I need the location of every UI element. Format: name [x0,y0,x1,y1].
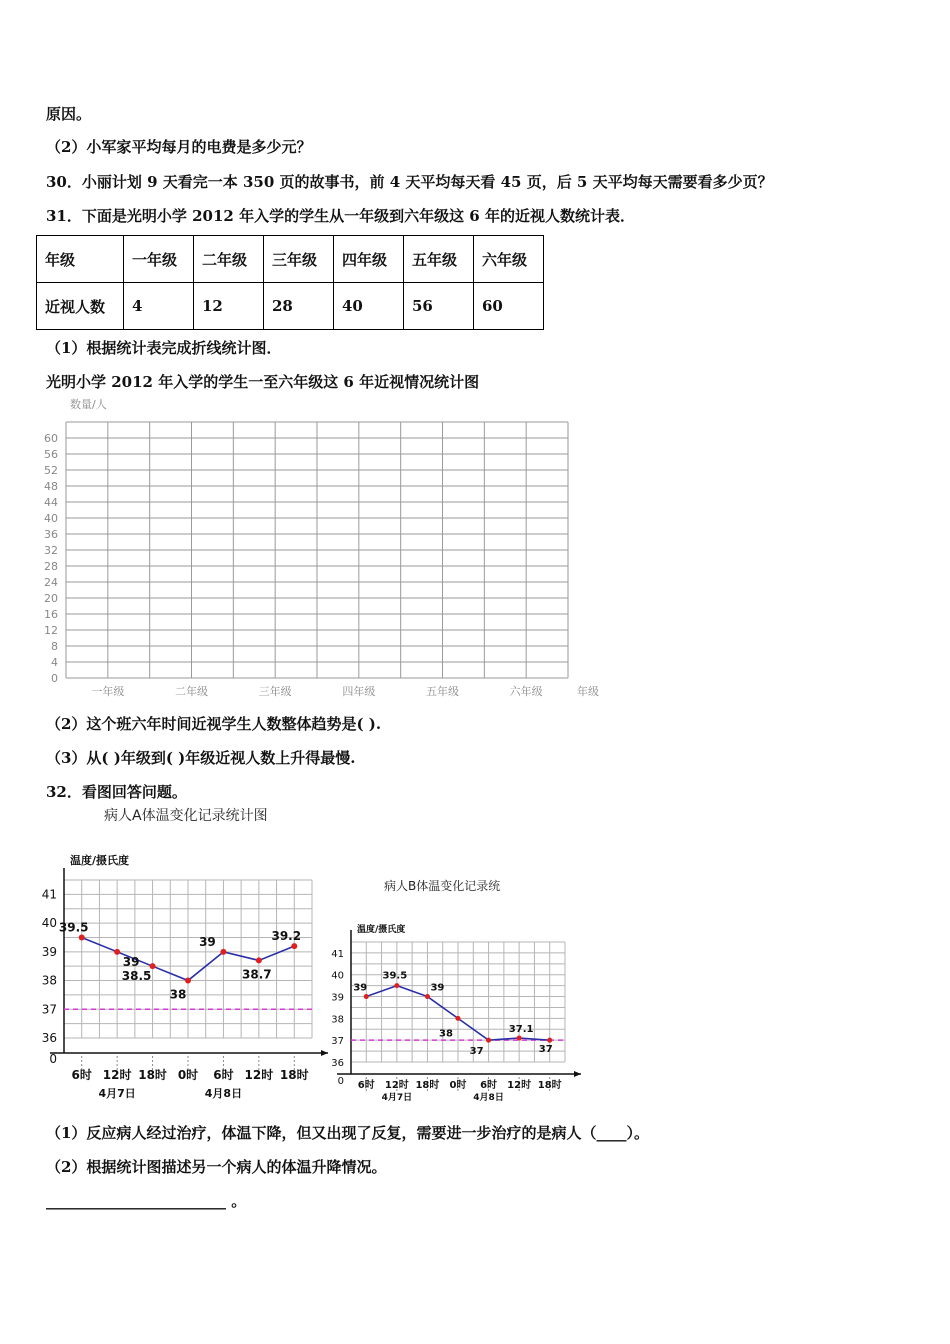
data-point [517,1036,522,1041]
question-31-3: （3）从( )年级到( )年级近视人数上升得最慢. [46,749,356,767]
x-tick-label: 三年级 [258,685,292,698]
y-tick-label: 8 [51,640,58,653]
y-tick-label: 24 [44,576,58,589]
data-label: 38 [439,1028,453,1040]
x-tick-label: 一年级 [91,685,125,698]
question-32-1: （1）反应病人经过治疗，体温下降，但又出现了反复，需要进一步治疗的是病人（____）。 [46,1124,649,1142]
y-tick-label: 52 [44,464,58,477]
y-tick-label: 0 [337,1076,344,1087]
question-31: 31．下面是光明小学 2012 年入学的学生从一年级到六年级这 6 年的近视人数统计表． [46,207,635,225]
table-cell: 四年级 [334,236,404,283]
y-tick-label: 16 [44,608,58,621]
patient-b-temperature-chart [326,872,591,1102]
y-tick-label: 0 [51,672,58,685]
data-label: 39 [353,982,368,994]
table-cell: 12 [194,283,264,330]
y-tick-label: 40 [331,970,344,982]
y-tick-label: 37 [41,1002,57,1017]
data-label: 37.1 [508,1024,534,1035]
table-cell: 28 [264,283,334,330]
x-tick-label: 五年级 [426,685,459,698]
data-point [547,1038,552,1043]
x-tick-label: 12时 [384,1080,409,1091]
y-axis-label: 温度/摄氏度 [357,925,406,935]
text-reason: 原因。 [46,105,92,123]
y-tick-label: 37 [331,1036,344,1048]
table-row [37,283,544,330]
question-2-electricity: （2）小军家平均每月的电费是多少元？ [46,138,312,156]
chart-title: 病人A体温变化记录统计图 [104,808,268,824]
y-tick-label: 60 [44,432,58,445]
y-tick-label: 38 [331,1014,344,1026]
data-point [79,934,85,940]
data-label: 37 [469,1046,484,1058]
y-tick-label: 40 [41,916,57,931]
table-cell: 60 [474,283,544,330]
x-tick-label: 0时 [449,1080,467,1091]
y-tick-label: 41 [41,887,57,902]
data-label: 39 [430,982,445,994]
question-32: 32．看图回答问题。 [46,783,187,801]
y-tick-label: 36 [41,1031,57,1045]
data-label: 37 [538,1044,553,1056]
y-tick-label: 32 [44,544,58,557]
y-tick-label: 44 [44,496,58,509]
data-label: 39.5 [58,920,89,935]
question-31-2: （2）这个班六年时间近视学生人数整体趋势是( ). [46,715,382,733]
x-tick-label: 6时 [357,1080,375,1091]
y-axis-label: 数量/人 [70,398,107,411]
x-tick-label: 12时 [244,1068,274,1082]
table-cell: 五年级 [404,236,474,283]
table-cell: 40 [334,283,404,330]
y-axis-label: 温度/摄氏度 [70,854,130,867]
table-cell: 年级 [37,236,124,283]
x-tick-label: 18时 [537,1080,562,1091]
question-30: 30．小丽计划 9 天看完一本 350 页的故事书，前 4 天平均每天看 45 页，后 5 天平均每天需要看多少页？ [46,173,773,191]
y-tick-label: 36 [44,528,58,541]
x-axis-label: 年级 [577,685,599,698]
data-label: 38.7 [242,967,272,982]
myopia-stats-table [36,235,544,330]
data-point [456,1016,461,1021]
answer-blank: ________________________ 。 [46,1192,247,1210]
y-tick-label: 56 [44,448,58,461]
table-cell: 二年级 [194,236,264,283]
x-tick-label: 0时 [177,1068,199,1082]
data-point [364,994,369,999]
x-tick-label: 六年级 [509,685,543,698]
date-label: 4月7日 [98,1087,136,1100]
data-point [486,1038,491,1043]
y-tick-label: 39 [41,944,57,959]
data-point [114,949,120,955]
empty-myopia-line-chart [36,392,616,704]
y-tick-label: 39 [331,992,344,1004]
table-cell: 近视人数 [37,283,124,330]
data-label: 39.5 [382,970,408,982]
patient-a-temperature-chart [36,802,336,1102]
x-tick-label: 四年级 [342,685,376,698]
x-tick-label: 12时 [507,1080,532,1091]
x-tick-label: 6时 [213,1068,234,1082]
data-point [256,957,262,963]
data-point [220,949,226,955]
x-tick-label: 6时 [480,1080,498,1091]
chart-title: 病人B体温变化记录统 [384,879,501,893]
table-cell: 六年级 [474,236,544,283]
data-point [425,994,430,999]
x-tick-label: 6时 [71,1068,92,1082]
y-tick-label: 41 [331,948,344,960]
y-tick-label: 40 [44,512,58,525]
x-tick-label: 二年级 [175,685,208,698]
chart-title-myopia: 光明小学 2012 年入学的学生一至六年级这 6 年近视情况统计图 [46,373,480,391]
question-32-2: （2）根据统计图描述另一个病人的体温升降情况。 [46,1158,387,1176]
y-tick-label: 38 [41,973,57,988]
data-label: 39.2 [271,929,302,944]
question-31-1: （1）根据统计表完成折线统计图． [46,339,282,357]
x-tick-label: 18时 [138,1068,167,1082]
x-tick-label: 18时 [279,1068,309,1082]
data-label: 39 [199,934,216,949]
y-tick-label: 20 [44,592,58,605]
table-header-row [37,236,544,283]
data-point [394,983,399,988]
x-tick-label: 18时 [415,1080,440,1091]
data-point [185,978,191,984]
y-tick-label: 0 [49,1052,57,1066]
x-tick-label: 12时 [102,1068,132,1082]
y-tick-label: 12 [44,624,58,637]
y-tick-label: 28 [44,560,58,573]
date-label: 4月8日 [204,1087,243,1100]
table-cell: 4 [124,283,194,330]
data-point [291,943,297,949]
data-label: 38.5 [121,969,152,984]
y-tick-label: 36 [331,1058,344,1069]
y-tick-label: 4 [51,656,58,669]
data-label: 38 [169,987,187,1002]
y-tick-label: 48 [44,480,58,493]
x-axis-arrow [574,1071,581,1077]
date-label: 4月8日 [473,1093,504,1102]
data-label: 39 [122,954,140,969]
date-label: 4月7日 [381,1093,413,1102]
table-cell: 三年级 [264,236,334,283]
table-cell: 56 [404,283,474,330]
table-cell: 一年级 [124,236,194,283]
